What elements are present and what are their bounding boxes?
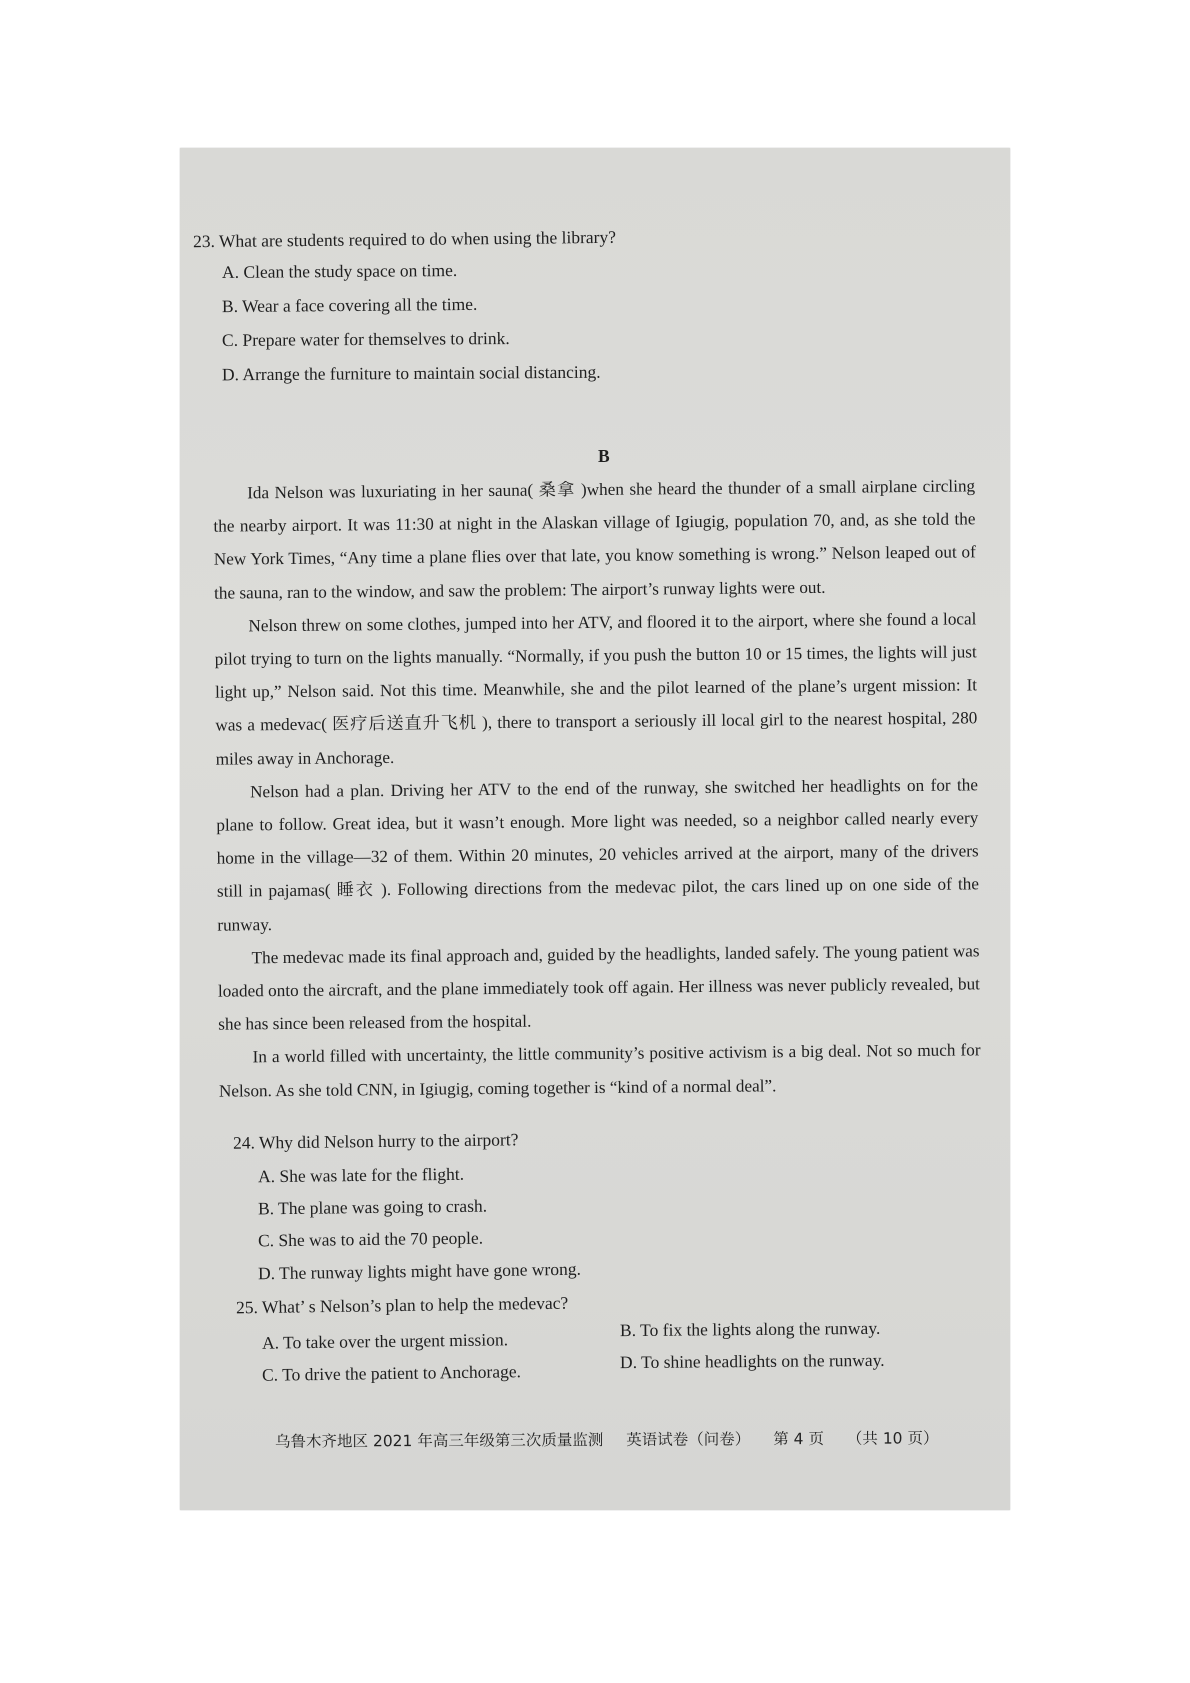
passage-paragraph: Nelson threw on some clothes, jumped into her ATV, and floored it to the airport, where she found a local pilot trying to turn on the lights manually. “Normally, if you push the button 10 or 15 times, the lights will just light up,” Nelson said. Not this time. Meanwhile, she and the pilot learned of the plane’s urgent mission: It was a medevac( 医疗后送直升飞机 ), there to transport a seriously ill local girl to the nearest hospital, 280 miles away in Anchorage. — [214, 609, 978, 769]
question-25-option-c: C. To drive the patient to Anchorage. — [261, 1361, 522, 1385]
question-24-option-d: D. The runway lights might have gone wrong. — [257, 1258, 582, 1284]
question-23-option-c: C. Prepare water for themselves to drink. — [221, 327, 510, 351]
reading-passage — [213, 469, 981, 1107]
question-23-option-d: D. Arrange the furniture to maintain social distancing. — [221, 361, 601, 385]
footer-subject: 英语试卷（问卷） — [626, 1430, 751, 1449]
section-heading: B — [598, 446, 610, 466]
question-23-option-b: B. Wear a face covering all the time. — [221, 293, 478, 317]
exam-page — [180, 148, 1010, 1510]
question-25-option-b: B. To fix the lights along the runway. — [619, 1317, 881, 1341]
page-footer — [275, 1426, 957, 1452]
question-25-stem: 25. What’ s Nelson’s plan to help the medevac? — [235, 1292, 569, 1318]
question-24-option-b: B. The plane was going to crash. — [257, 1195, 488, 1219]
passage-paragraph: Ida Nelson was luxuriating in her sauna( 桑拿 )when she heard the thunder of a small airplane circling the nearby airport. It was 11:30 at night in the Alaskan village of Igiugig, population 70, and, as she told the New York Times, “Any time a plane flies over that late, you know something is wrong.” Nelson leaped out of the sauna, ran to the window, and saw the problem: The airport’s runway lights were out. — [213, 476, 976, 603]
passage-paragraph: In a world filled with uncertainty, the little community’s positive activism is a big deal. Not so much for Nelson. As she told CNN, in Igiugig, coming together is “kind of a normal deal”. — [218, 1040, 981, 1101]
footer-total-pages: （共 10 页） — [846, 1429, 939, 1448]
passage-paragraph: Nelson had a plan. Driving her ATV to the end of the runway, she switched her headlights on for the plane to follow. Great idea, but it wasn’t enough. More light was needed, so a neighbor called nearly every home in the village—32 of them. Within 20 minutes, 20 vehicles arrived at the airport, many of the drivers still in pajamas( 睡衣 ). Following directions from the medevac pilot, the cars lined up on one side of the runway. — [216, 775, 980, 935]
footer-page-number: 第 4 页 — [773, 1429, 824, 1449]
question-25-option-a: A. To take over the urgent mission. — [261, 1329, 509, 1353]
question-24-option-c: C. She was to aid the 70 people. — [257, 1227, 484, 1251]
question-24-option-a: A. She was late for the flight. — [257, 1163, 465, 1187]
passage-paragraph: The medevac made its final approach and, guided by the headlights, landed safely. The young patient was loaded onto the aircraft, and the plane immediately took off again. Her illness was never publicly revealed, but she has since been released from the hospital. — [217, 941, 980, 1034]
footer-exam-title: 乌鲁木齐地区 2021 年高三年级第三次质量监测 — [274, 1431, 604, 1451]
question-24-stem: 24. Why did Nelson hurry to the airport? — [232, 1129, 519, 1153]
question-25-option-d: D. To shine headlights on the runway. — [619, 1349, 885, 1373]
question-23-stem: 23. What are students required to do when using the library? — [192, 226, 617, 252]
question-23-option-a: A. Clean the study space on time. — [221, 259, 458, 283]
